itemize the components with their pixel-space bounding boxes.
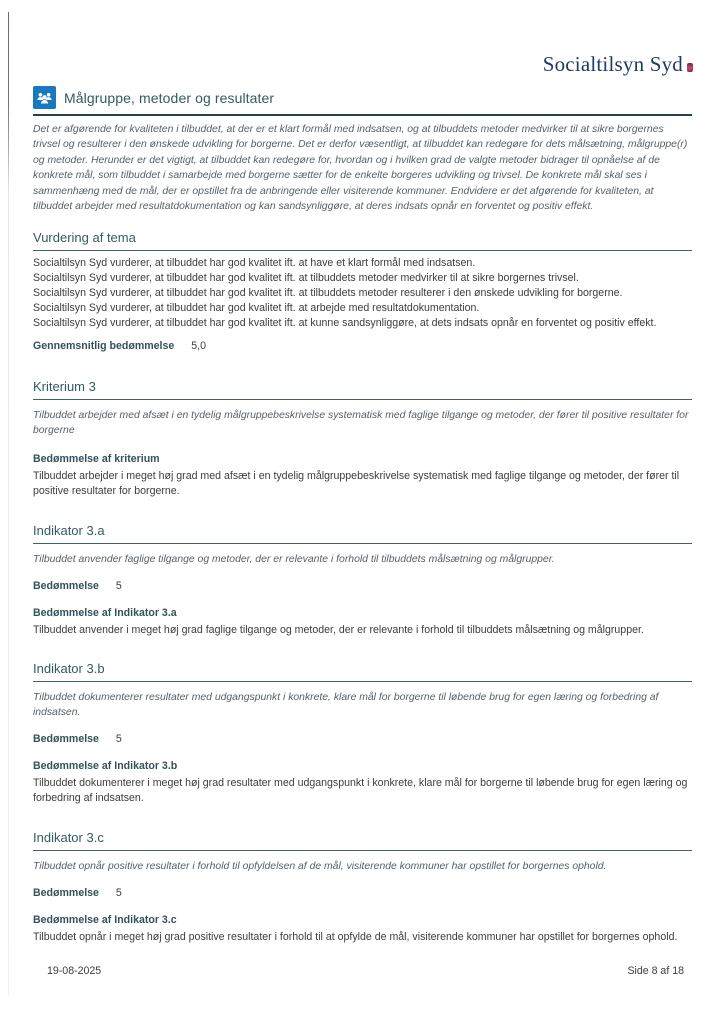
indikator-3a-score-label: Bedømmelse — [33, 579, 99, 592]
indikator-3a-assessment — [33, 606, 692, 638]
vurdering-line: Socialtilsyn Syd vurderer, at tilbuddet har god kvalitet ift. at tilbuddets metoder resulterer i den ønskede udvikling for borgerne. — [33, 287, 623, 300]
indikator-3c-assessment-label: Bedømmelse af Indikator 3.c — [33, 913, 177, 926]
vurdering-line: Socialtilsyn Syd vurderer, at tilbuddet har god kvalitet ift. at kunne sandsynliggøre, at dets indsats opnår en forventet og positiv effekt. — [33, 316, 657, 329]
vurdering-heading: Vurdering af tema — [33, 230, 692, 251]
indikator-3a-score-row — [33, 580, 692, 592]
kriterium-description: Tilbuddet arbejder med afsæt i en tydelig målgruppebeskrivelse systematisk med faglige tilgange og metoder, der fører til positive resultater for borgerne — [33, 410, 689, 437]
indikator-3c-score-label: Bedømmelse — [33, 886, 99, 899]
vurdering-lines — [33, 256, 692, 330]
indikator-3a-description: Tilbuddet anvender faglige tilgange og metoder, der er relevante i forhold til tilbuddets målsætning og målgrupper. — [33, 553, 555, 565]
indikator-3b-description: Tilbuddet dokumenterer resultater med udgangspunkt i konkrete, klare mål for borgerne til løbende brug for egen læring og forbedring af indsatsen. — [33, 692, 659, 719]
vurdering-line: Socialtilsyn Syd vurderer, at tilbuddet har god kvalitet ift. at have et klart formål med indsatsen. — [33, 257, 476, 270]
footer-date: 19-08-2025 — [47, 965, 102, 977]
kriterium-assessment-text: Tilbuddet arbejder i meget høj grad med afsæt i en tydelig målgruppebeskrivelse systematisk med faglige tilgange og metoder, der fører til positive resultater for borgerne. — [33, 470, 680, 498]
average-score-label: Gennemsnitlig bedømmelse — [33, 340, 175, 353]
indikator-3b-assessment-text: Tilbuddet dokumenterer i meget høj grad resultater med udgangspunkt i konkrete, klare mål for borgerne til løbende brug for egen læring og forbedring af indsatsen. — [33, 777, 688, 804]
indikator-3c-score-row — [33, 887, 692, 899]
indikator-3c-score-value: 5 — [115, 886, 122, 899]
indikator-3a-assessment-label: Bedømmelse af Indikator 3.a — [33, 606, 177, 619]
kriterium-assessment — [33, 452, 692, 498]
indikator-3b-score-value: 5 — [115, 733, 122, 746]
theme-intro-text: Det er afgørende for kvaliteten i tilbuddet, at der er et klart formål med indsatsen, og at tilbuddets metoder medvirker til at sikre borgernes trivsel og resulterer i den ønskede udvikling for borgerne. Det er derfor væsentligt, at tilbuddet kan redegøre for dets målsætning, målgruppe(r) og metoder. Herunder er det vigtigt, at tilbuddet kan redegøre for, hvordan og i hvilken grad de valgte metoder bidrager til opnåelse af de konkrete mål, som tilbuddet i samarbejde med borgerne sætter for de enkelte borgeres udvikling og trivsel. De konkrete mål skal ses i sammenhæng med de mål, der er opstillet fra de anbringende eller visiterende kommuner. Endvidere er det afgørende for kvaliteten, at tilbuddet arbejder med resultatdokumentation og kan sandsynliggøre, at deres indsats opnår en forventet og positiv effekt. — [33, 124, 688, 213]
average-score-row — [33, 340, 692, 352]
people-group-icon — [33, 86, 56, 109]
indikator-3c-description: Tilbuddet opnår positive resultater i forhold til opfyldelsen af de mål, visiterende kommuner har opstillet for borgernes ophold. — [33, 860, 607, 872]
kriterium-heading: Kriterium 3 — [33, 379, 692, 400]
indikator-3a-assessment-text: Tilbuddet anvender i meget høj grad faglige tilgange og metoder, der er relevante i forhold til tilbuddets målsætning og målgrupper. — [33, 623, 644, 636]
indikator-3b-score-label: Bedømmelse — [33, 733, 99, 746]
logo-text: Socialtilsyn Syd — [542, 52, 683, 76]
indikator-3b-heading: Indikator 3.b — [33, 661, 692, 682]
footer-page-number: Side 8 af 18 — [627, 965, 684, 977]
indikator-3a-heading: Indikator 3.a — [33, 523, 692, 544]
indikator-3b-score-row — [33, 733, 692, 745]
logo-emblem-icon — [687, 63, 693, 72]
page-title: Målgruppe, metoder og resultater — [64, 89, 275, 106]
section-title-bar — [33, 86, 692, 116]
header — [33, 0, 693, 78]
indikator-3b-assessment-label: Bedømmelse af Indikator 3.b — [33, 760, 178, 773]
indikator-3c-heading: Indikator 3.c — [33, 830, 692, 851]
kriterium-assessment-label: Bedømmelse af kriterium — [33, 453, 160, 466]
page-footer — [0, 965, 726, 981]
average-score-value: 5,0 — [191, 340, 206, 353]
indikator-3b-assessment — [33, 759, 692, 805]
indikator-3c-assessment-text: Tilbuddet opnår i meget høj grad positive resultater i forhold til at opfylde de mål, visiterende kommuner har opstillet for borgernes ophold. — [33, 930, 678, 943]
indikator-3c-assessment — [33, 913, 692, 945]
vurdering-line: Socialtilsyn Syd vurderer, at tilbuddet har god kvalitet ift. at arbejde med resultatdokumentation. — [33, 301, 480, 314]
scan-edge-artifact — [8, 12, 9, 997]
vurdering-line: Socialtilsyn Syd vurderer, at tilbuddet har god kvalitet ift. at tilbuddets metoder medvirker til at sikre borgernes trivsel. — [33, 272, 579, 285]
indikator-3a-score-value: 5 — [115, 579, 122, 592]
